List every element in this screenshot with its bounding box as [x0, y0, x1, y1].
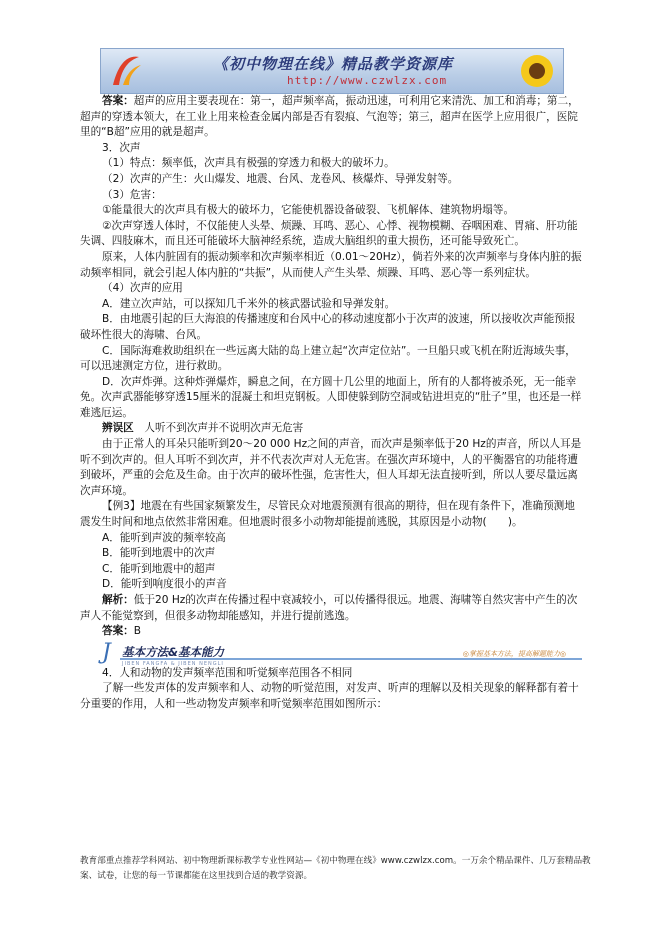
section-banner	[80, 639, 582, 667]
answer-1	[80, 94, 582, 141]
sunflower-icon	[515, 51, 559, 91]
option-b: B．能听到地震中的次声	[102, 547, 216, 560]
source-text: （2）次声的产生：火山爆发、地震、台风、龙卷风、核爆炸、导弹发射等。	[102, 172, 459, 185]
analysis	[80, 593, 582, 624]
option-d: D．能听到响度很小的声音	[102, 578, 227, 591]
harm-2: ②次声穿透人体时，不仅能使人头晕、烦躁、耳鸣、恶心、心悸、视物模糊、吞咽困难、胃痛、肝功能失调、四肢麻木，而且还可能破坏大脑神经系统，造成大脑组织的重大损伤，还可能导致死亡。	[80, 219, 578, 248]
answer-text: 超声的应用主要表现在：第一，超声频率高，振动迅速，可利用它来清洗、加工和消毒；第二，超声的穿透本领大，在工业上用来检查金属内部是否有裂痕、气泡等；第三，超声在医学上应用很广，医院里的“B超”应用的就是超声。	[80, 95, 579, 139]
document-body	[80, 94, 582, 713]
page-footer: 教育部重点推荐学科网站、初中物理新课标教学专业性网站—《初中物理在线》www.czwlzx.com。一万余个精品课件、几万套精品教案、试卷，让您的每一节课都能在这里找到合适的教学资源。	[80, 856, 591, 881]
analysis-text: 低于20 Hz的次声在传播过程中衰减较小，可以传播得很远。地震、海啸等自然灾害中产生的次声人不能觉察到，但很多动物却能感知，并进行提前逃逸。	[80, 594, 578, 622]
application-a: A．建立次声站，可以探知几千米外的核武器试验和导弹发射。	[102, 297, 396, 310]
misconception-title: 人听不到次声并不说明次声无危害	[144, 422, 304, 435]
feature-text: （1）特点：频率低，次声具有极强的穿透力和极大的破坏力。	[102, 157, 395, 170]
application-d: D．次声炸弹。这种炸弹爆炸，瞬息之间，在方圆十几公里的地面上，所有的人都将被杀死，无一能幸免。次声武器能够穿透15厘米的混凝土和坦克钢板。人即使躲到防空洞或钻进坦克的“肚子”里，也还是一样难逃厄运。	[80, 375, 582, 419]
answer-2	[80, 624, 582, 640]
harm-heading: （3）危害：	[102, 188, 162, 201]
heading-infrasound: 3．次声	[102, 141, 141, 154]
section-slogan: ◎掌握基本方法，提高解题能力◎	[462, 649, 566, 658]
application-heading: （4）次声的应用	[102, 282, 183, 295]
section-subtitle: JIBEN FANGFA & JIBEN NENGLI	[122, 660, 224, 667]
origin-paragraph: 原来，人体内脏固有的振动频率和次声频率相近（0.01～20Hz），倘若外来的次声频率与身体内脏的振动频率相同，就会引起人体内脏的“共振”，从而使人产生头晕、烦躁、耳鸣、恶心等一系列症状。	[80, 250, 582, 279]
example-3: 【例3】地震在有些国家频繁发生，尽管民众对地震预测有很高的期待，但在现有条件下，准确预测地震发生时间和地点依然非常困难。但地震时很多小动物却能提前逃脱，其原因是小动物( )。	[80, 500, 575, 529]
misconception-label: 辨误区	[102, 422, 134, 435]
harm-1: ①能量很大的次声具有极大的破坏力，它能使机器设备破裂、飞机解体、建筑物坍塌等。	[102, 204, 515, 217]
application-c: C．国际海难救助组织在一些远离大陆的岛上建立起“次声定位站”。一旦船只或飞机在附近海域失事，可以迅速测定方位，进行救助。	[80, 344, 576, 373]
answer-2-text: B	[133, 625, 142, 638]
banner-url[interactable]: http://www.czwlzx.com	[287, 74, 448, 87]
section-badge: J	[102, 639, 111, 665]
option-a: A．能听到声波的频率较高	[102, 531, 226, 544]
misconception-heading	[80, 421, 582, 437]
option-c: C．能听到地震中的超声	[102, 562, 216, 575]
section-title: 基本方法&基本能力	[122, 644, 225, 659]
frequency-paragraph: 了解一些发声体的发声频率和人、动物的听觉范围，对发声、听声的理解以及相关现象的解释都有着十分重要的作用，人和一些动物发声频率和听觉频率范围如图所示：	[80, 682, 579, 710]
heading-frequency-ranges: 4．人和动物的发声频率范围和听觉频率范围各不相同	[102, 666, 353, 679]
header-banner	[100, 48, 564, 94]
banner-title: 《初中物理在线》精品教学资源库	[213, 55, 454, 73]
misconception-text: 由于正常人的耳朵只能听到20～20 000 Hz之间的声音，而次声是频率低于20 Hz的声音，所以人耳是听不到次声的。但人耳听不到次声，并不代表次声对人无危害。在强次声环境中，人的平衡器官的功能将遭到破坏，严重的会危及生命。由于次声的破坏性强，危害性大，但人耳却无法直接听到，所以人要尽量远离次声环境。	[80, 438, 582, 497]
analysis-label: 解析：	[102, 594, 134, 606]
answer-label: 答案：	[102, 95, 134, 107]
application-b: B．由地震引起的巨大海浪的传播速度和台风中心的移动速度都小于次声的波速，所以接收次声能预报破坏性很大的海啸、台风。	[80, 313, 576, 341]
logo-icon	[105, 51, 145, 91]
answer-2-label: 答案：	[102, 625, 134, 638]
